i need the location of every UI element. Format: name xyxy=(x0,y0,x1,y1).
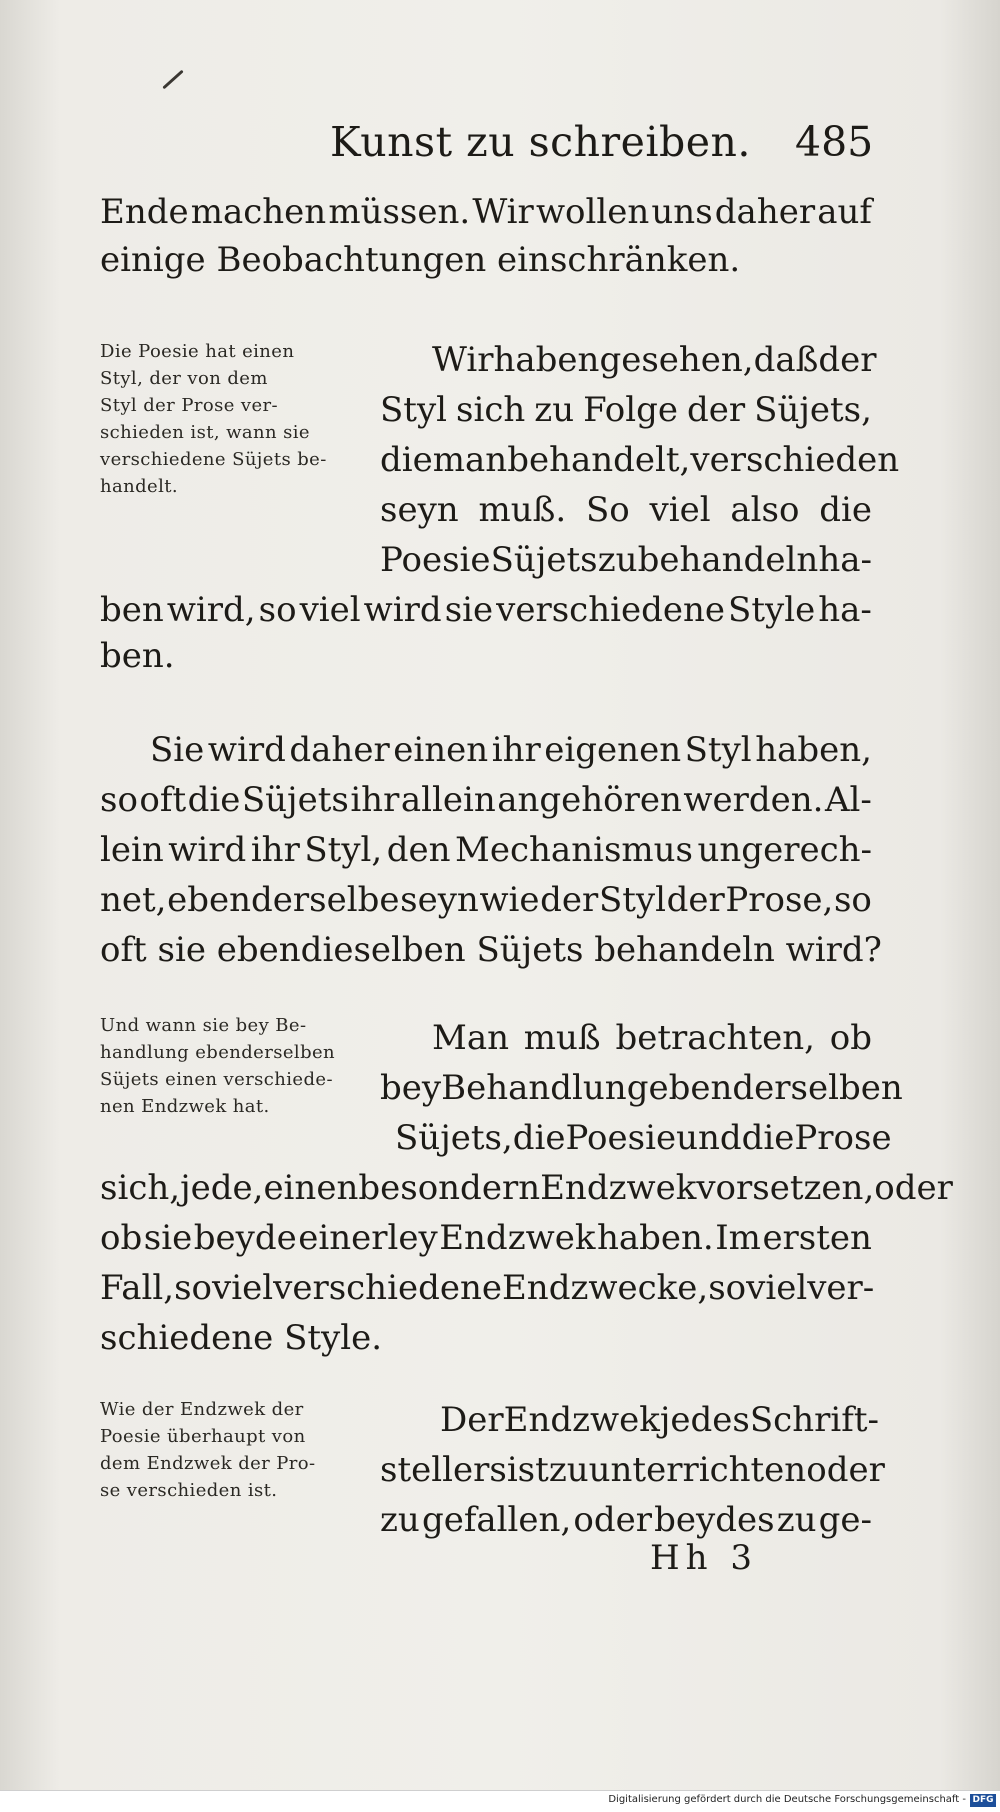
margin-note: Und wann sie bey Be- handlung ebenderselben Süjets einen verschiede- nen Endzwek hat. xyxy=(100,1015,336,1117)
pencil-mark xyxy=(162,70,183,90)
text-line: schiedene Style. xyxy=(100,1318,383,1358)
text-line: Styl sich zu Folge der Süjets, xyxy=(380,390,872,430)
text-line: oft sie ebendieselben Süjets behandeln wird? xyxy=(100,930,882,970)
text-line: Ende machen müssen. Wir wollen uns daher auf xyxy=(100,192,872,232)
footer-credit: Digitalisierung gefördert durch die Deutsche Forschungsgemeinschaft - xyxy=(608,1794,966,1805)
text-line: Süjets, die Poesie und die Prose xyxy=(395,1118,892,1158)
text-line: Poesie Süjets zu behandeln ha- xyxy=(380,540,872,580)
text-line: ob sie beyde einerley Endzwek haben. Im ersten xyxy=(100,1218,872,1258)
text-line: lein wird ihr Styl, den Mechanismus ungerech- xyxy=(100,830,872,870)
footer-bar xyxy=(0,1790,1000,1812)
text-line: ben. xyxy=(100,636,175,676)
text-line: Man muß betrachten, ob xyxy=(432,1018,872,1058)
margin-note: Wie der Endzwek der Poesie überhaupt von dem Endzwek der Pro- se verschieden ist. xyxy=(100,1399,316,1501)
text-line: net, ebenderselbe seyn wie der Styl der Prose, so xyxy=(100,880,872,920)
text-line: sich, jede, einen besondern Endzwek vorsetzen, oder xyxy=(100,1168,953,1208)
dfg-logo: DFG xyxy=(970,1794,996,1807)
text-line: so oft die Süjets ihr allein angehören werden. Al- xyxy=(100,780,872,820)
signature-mark: Hh 3 xyxy=(650,1538,758,1578)
text-line: stellers ist zu unterrichten oder xyxy=(380,1450,885,1490)
text-line: Sie wird daher einen ihr eigenen Styl haben, xyxy=(150,730,872,770)
page-header xyxy=(0,118,1000,178)
text-line: bey Behandlung ebenderselben xyxy=(380,1068,903,1108)
text-line: die man behandelt, verschieden xyxy=(380,440,900,480)
text-line: zu gefallen, oder beydes zu ge- xyxy=(380,1500,872,1540)
text-line: ben wird, so viel wird sie verschiedene Style ha- xyxy=(100,590,872,630)
running-title: Kunst zu schreiben. xyxy=(330,118,751,166)
text-line: Fall, so viel verschiedene Endzwecke, so viel ver- xyxy=(100,1268,875,1308)
text-line: seyn muß. So viel also die xyxy=(380,490,872,530)
text-line: Der Endzwek jedes Schrift- xyxy=(440,1400,879,1440)
margin-note: Die Poesie hat einen Styl, der von dem Styl der Prose ver- schieden ist, wann sie verschiedene Süjets be- handelt. xyxy=(100,341,327,497)
page-number: 485 xyxy=(795,118,874,166)
text-line: Wir haben gesehen, daß der xyxy=(432,340,877,380)
text-line: einige Beobachtungen einschränken. xyxy=(100,240,741,280)
